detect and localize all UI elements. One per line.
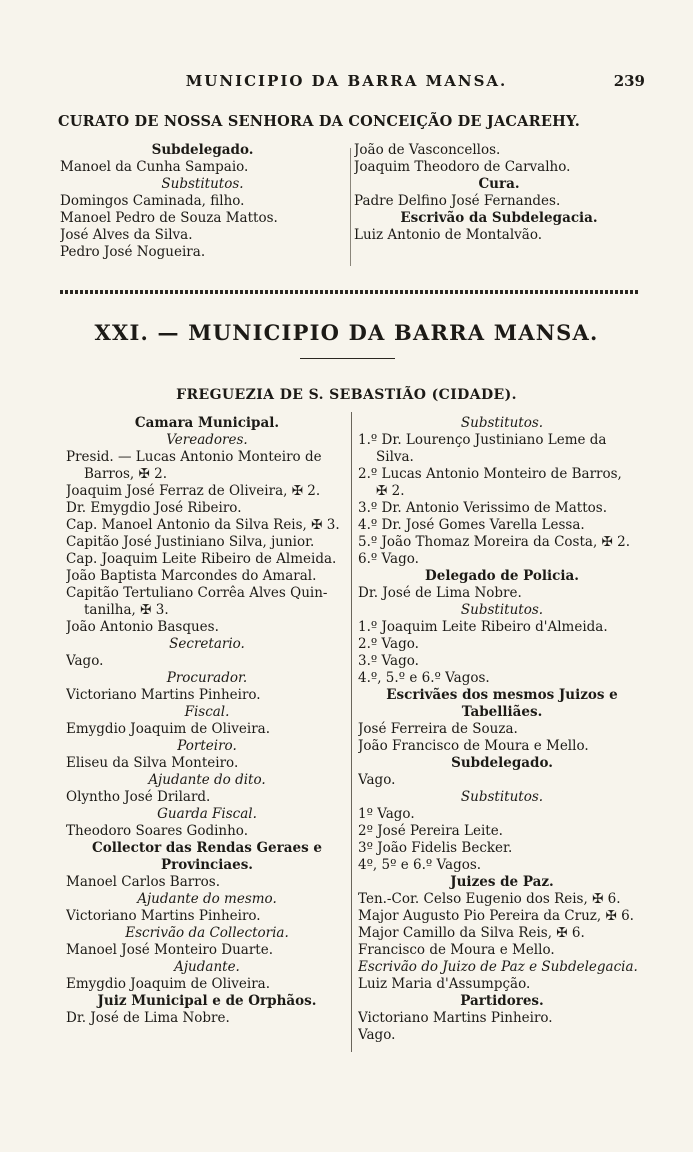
- entry-line: Vago.: [358, 772, 396, 788]
- entry-line: 1.º Dr. Lourenço Justiniano Leme da: [358, 432, 607, 448]
- entry-line: 3.º Dr. Antonio Verissimo de Mattos.: [358, 500, 607, 516]
- entry-line: Dr. José de Lima Nobre.: [66, 1010, 230, 1026]
- entry-line: Joaquim Theodoro de Carvalho.: [354, 159, 571, 175]
- entry-line: Manoel Pedro de Souza Mattos.: [60, 210, 278, 226]
- entry-line: Joaquim José Ferraz de Oliveira, ✠ 2.: [66, 483, 321, 499]
- main-column-divider: [351, 412, 352, 1052]
- entry-line: Cap. Joaquim Leite Ribeiro de Almeida.: [66, 551, 337, 567]
- entry-line: José Ferreira de Souza.: [358, 721, 518, 737]
- page-number: 239: [613, 72, 645, 90]
- entry-line: Fiscal.: [184, 704, 230, 720]
- curato-column-divider: [350, 148, 351, 266]
- entry-line: Padre Delfino José Fernandes.: [354, 193, 561, 209]
- entry-line: Ajudante do mesmo.: [137, 891, 277, 907]
- entry-line: Silva.: [376, 449, 414, 465]
- entry-line: Delegado de Policia.: [425, 568, 579, 584]
- entry-line: Capitão Tertuliano Corrêa Alves Quin-: [66, 585, 328, 601]
- title-rule: [300, 358, 395, 359]
- entry-line: Vago.: [358, 1027, 396, 1043]
- entry-line: Tabelliães.: [461, 704, 543, 720]
- entry-line: Procurador.: [166, 670, 248, 686]
- entry-line: 2º José Pereira Leite.: [358, 823, 503, 839]
- entry-line: Francisco de Moura e Mello.: [358, 942, 555, 958]
- entry-line: Pedro José Nogueira.: [60, 244, 206, 260]
- entry-line: Domingos Caminada, filho.: [60, 193, 245, 209]
- entry-line: Victoriano Martins Pinheiro.: [358, 1010, 553, 1026]
- entry-line: 2.º Vago.: [358, 636, 419, 652]
- entry-line: Victoriano Martins Pinheiro.: [66, 908, 261, 924]
- entry-line: tanilha, ✠ 3.: [84, 602, 169, 618]
- entry-line: 4º, 5º e 6.º Vagos.: [358, 857, 482, 873]
- curato-left-column: [60, 142, 345, 261]
- entry-line: Camara Municipal.: [134, 415, 280, 431]
- entry-line: Partidores.: [460, 993, 544, 1009]
- entry-line: João de Vasconcellos.: [354, 142, 501, 158]
- entry-line: Porteiro.: [177, 738, 237, 754]
- entry-line: Vereadores.: [166, 432, 248, 448]
- entry-line: ✠ 2.: [376, 483, 405, 499]
- entry-line: Luiz Maria d'Assumpção.: [358, 976, 531, 992]
- entry-line: Substitutos.: [161, 176, 244, 192]
- entry-line: Cura.: [478, 176, 520, 192]
- entry-line: Provinciaes.: [160, 857, 254, 873]
- entry-line: Substitutos.: [460, 602, 544, 618]
- entry-line: 3º João Fidelis Becker.: [358, 840, 513, 856]
- entry-line: Ajudante do dito.: [148, 772, 266, 788]
- entry-line: 3.º Vago.: [358, 653, 419, 669]
- entry-line: Escrivão do Juizo de Paz e Subdelegacia.: [358, 959, 638, 975]
- entry-line: Guarda Fiscal.: [157, 806, 257, 822]
- entry-line: José Alves da Silva.: [60, 227, 193, 243]
- entry-line: Escrivão da Subdelegacia.: [400, 210, 598, 226]
- entry-line: João Antonio Basques.: [66, 619, 219, 635]
- entry-line: Manoel José Monteiro Duarte.: [66, 942, 274, 958]
- main-left-column: [66, 415, 348, 1027]
- entry-line: Secretario.: [169, 636, 245, 652]
- entry-line: Escrivão da Collectoria.: [125, 925, 289, 941]
- entry-line: Escrivães dos mesmos Juizos e: [386, 687, 618, 703]
- entry-line: Subdelegado.: [451, 755, 553, 771]
- entry-line: João Baptista Marcondes do Amaral.: [66, 568, 317, 584]
- entry-line: Eliseu da Silva Monteiro.: [66, 755, 239, 771]
- entry-line: Luiz Antonio de Montalvão.: [354, 227, 543, 243]
- entry-line: Major Camillo da Silva Reis, ✠ 6.: [358, 925, 585, 941]
- entry-line: Manoel da Cunha Sampaio.: [60, 159, 249, 175]
- entry-line: Dr. Emygdio José Ribeiro.: [66, 500, 242, 516]
- entry-line: 5.º João Thomaz Moreira da Costa, ✠ 2.: [358, 534, 631, 550]
- entry-line: Emygdio Joaquim de Oliveira.: [66, 976, 270, 992]
- entry-line: Olyntho José Drilard.: [66, 789, 211, 805]
- entry-line: 2.º Lucas Antonio Monteiro de Barros,: [358, 466, 622, 482]
- entry-line: Victoriano Martins Pinheiro.: [66, 687, 261, 703]
- entry-line: Juiz Municipal e de Orphãos.: [97, 993, 317, 1009]
- entry-line: 4.º, 5.º e 6.º Vagos.: [358, 670, 490, 686]
- running-header: [0, 72, 693, 94]
- entry-line: Capitão José Justiniano Silva, junior.: [66, 534, 315, 550]
- entry-line: Substitutos.: [460, 415, 544, 431]
- entry-line: Emygdio Joaquim de Oliveira.: [66, 721, 270, 737]
- entry-line: Vago.: [66, 653, 104, 669]
- entry-line: Collector das Rendas Geraes e: [92, 840, 322, 856]
- entry-line: Ten.-Cor. Celso Eugenio dos Reis, ✠ 6.: [358, 891, 621, 907]
- entry-line: 1º Vago.: [358, 806, 415, 822]
- entry-line: João Francisco de Moura e Mello.: [358, 738, 589, 754]
- entry-line: Presid. — Lucas Antonio Monteiro de: [66, 449, 322, 465]
- curato-right-column: [354, 142, 644, 244]
- entry-line: Juizes de Paz.: [450, 874, 554, 890]
- entry-line: Cap. Manoel Antonio da Silva Reis, ✠ 3.: [66, 517, 340, 533]
- entry-line: Substitutos.: [460, 789, 544, 805]
- running-title: MUNICIPIO DA BARRA MANSA.: [185, 72, 508, 90]
- entry-line: Ajudante.: [174, 959, 240, 975]
- entry-line: Manoel Carlos Barros.: [66, 874, 221, 890]
- section-separator: [60, 290, 638, 294]
- freguezia-heading: FREGUEZIA DE S. SEBASTIÃO (CIDADE).: [176, 387, 517, 403]
- entry-line: Major Augusto Pio Pereira da Cruz, ✠ 6.: [358, 908, 634, 924]
- entry-line: 4.º Dr. José Gomes Varella Lessa.: [358, 517, 585, 533]
- curato-heading: CURATO DE NOSSA SENHORA DA CONCEIÇÃO DE JACAREHY.: [58, 113, 580, 130]
- section-title: XXI. — MUNICIPIO DA BARRA MANSA.: [94, 320, 599, 345]
- entry-line: Barros, ✠ 2.: [84, 466, 167, 482]
- entry-line: 1.º Joaquim Leite Ribeiro d'Almeida.: [358, 619, 608, 635]
- entry-line: Theodoro Soares Godinho.: [66, 823, 248, 839]
- entry-line: Subdelegado.: [151, 142, 254, 158]
- entry-line: Dr. José de Lima Nobre.: [358, 585, 522, 601]
- main-right-column: [358, 415, 646, 1044]
- entry-line: 6.º Vago.: [358, 551, 419, 567]
